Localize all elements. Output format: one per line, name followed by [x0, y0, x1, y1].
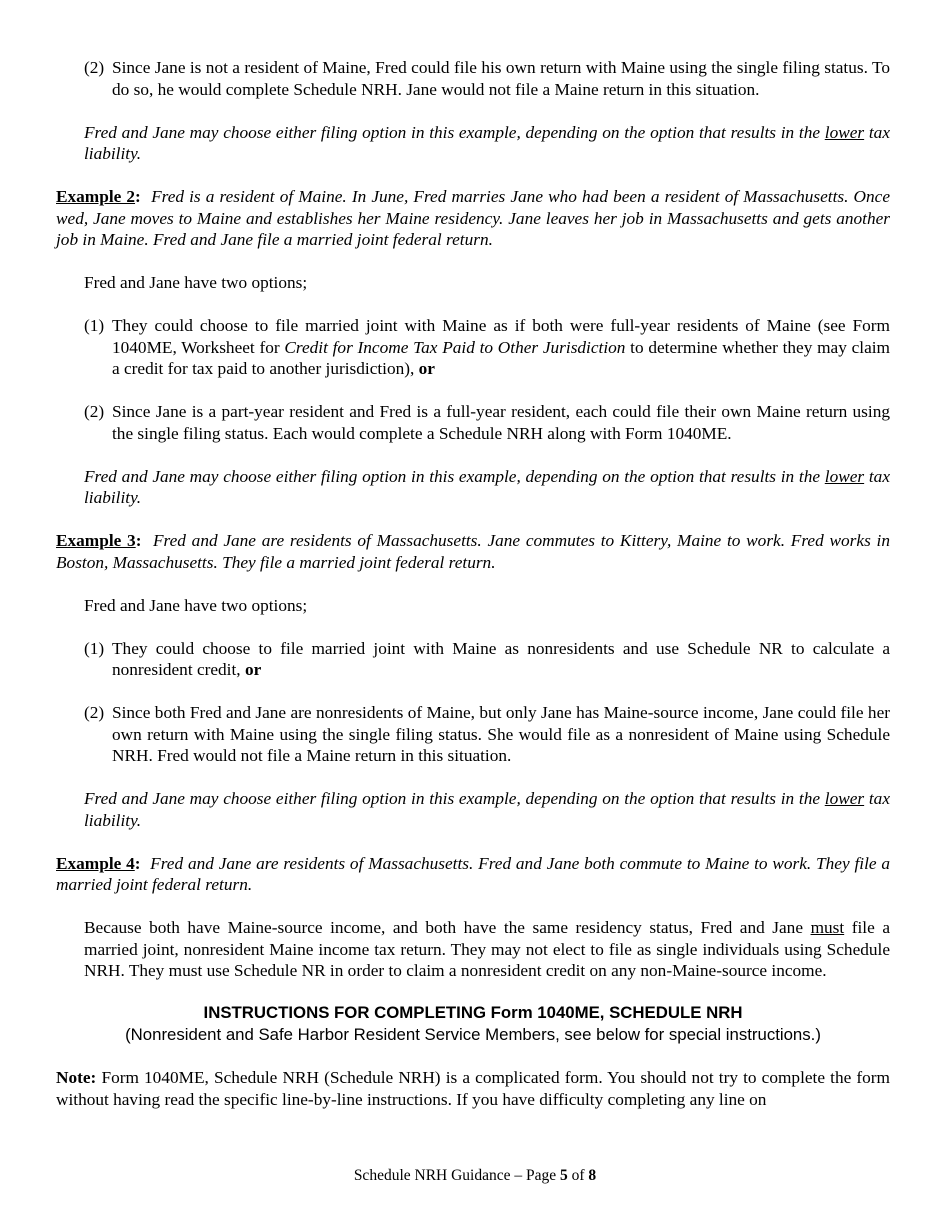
list-text: Since Jane is a part-year resident and Fred is a full-year resident, each could file their own Maine return using the single filing status. Each would complete a Schedule NRH along with Form 1040ME. — [112, 402, 890, 443]
tax-liability-text: tax liability. — [84, 789, 890, 830]
lower-word: lower — [824, 789, 865, 808]
list-text: Since Jane is not a resident of Maine, Fred could file his own return with Maine using the single filing status. To do so, he would complete Schedule NRH. Jane would not file a Maine return in this situation. — [112, 58, 890, 99]
choose-text: Fred and Jane may choose either filing option in this example, depending on the option that results in the — [84, 466, 821, 486]
ex3-options-intro: Fred and Jane have two options; — [84, 595, 308, 615]
lower-word: lower — [824, 122, 865, 142]
example-4-text: Fred and Jane are residents of Massachusetts. Fred and Jane both commute to Maine to work. They file a married joint federal return. — [56, 853, 890, 894]
tax-liability-text: tax liability. — [84, 466, 890, 507]
example-3-text: Fred and Jane are residents of Massachusetts. Jane commutes to Kittery, Maine to work. Fred works in Boston, Massachusetts. They file a married joint federal return. — [56, 531, 890, 572]
tax-liability-text: tax liability. — [84, 122, 890, 163]
example-2 — [56, 186, 890, 251]
note-paragraph — [56, 1067, 890, 1110]
example-4-colon: : — [134, 853, 141, 873]
ex3-choose-note — [56, 788, 890, 831]
choose-text: Fred and Jane may choose either filing option in this example, depending on the option that results in the — [84, 789, 821, 808]
ex1-choose-note — [56, 122, 890, 165]
footer-prefix: Schedule NRH Guidance – Page — [353, 1167, 557, 1184]
or-word: or — [244, 660, 262, 679]
example-2-label: Example 2 — [56, 187, 136, 206]
or-word: or — [418, 359, 435, 378]
credit-worksheet-title: Credit for Income Tax Paid to Other Jurisdiction — [284, 337, 626, 357]
ex2-option-2 — [56, 401, 890, 444]
ex3-option-1 — [56, 638, 890, 681]
ex2-choose-note — [56, 466, 890, 509]
list-text: Since both Fred and Jane are nonresidents of Maine, but only Jane has Maine-source income, Jane could file her own return with Maine using the single filing status. She would file as a nonresident of Maine using Schedule NRH. Fred would not file a Maine return in this situation. — [112, 703, 890, 765]
note-text: Form 1040ME, Schedule NRH (Schedule NRH) is a complicated form. You should not try to complete the form without having read the specific line-by-line instructions. If you have difficulty completing any line on — [56, 1068, 890, 1109]
document-page — [56, 57, 890, 1110]
ex3-option-2 — [56, 702, 890, 767]
list-number: (1) — [84, 638, 105, 658]
list-number: (2) — [84, 402, 105, 421]
page-footer — [0, 1165, 950, 1187]
example-2-text: Fred is a resident of Maine. In June, Fred marries Jane who had been a resident of Massachusetts. Once wed, Jane moves to Maine and establishes her Maine residency. Jane leaves her job in Massachusetts and gets another job in Maine. Fred and Jane file a married joint federal return. — [56, 187, 891, 249]
list-text-b: to determine whether they may claim a credit for tax paid to another jurisdiction), — [112, 337, 890, 378]
choose-text: Fred and Jane may choose either filing option in this example, depending on the option that results in the — [84, 122, 821, 142]
ex1-option-2 — [56, 57, 890, 100]
footer-of: of — [571, 1167, 585, 1184]
must-word: must — [810, 918, 845, 937]
example-2-colon: : — [135, 187, 141, 206]
footer-total-pages: 8 — [588, 1167, 597, 1184]
instructions-title: INSTRUCTIONS FOR COMPLETING Form 1040ME, SCHEDULE NRH — [203, 1002, 743, 1022]
list-text-a: They could choose to file married joint with Maine as if both were full-year residents of Maine (see Form 1040ME, Worksheet for — [112, 316, 890, 357]
example-3-label: Example 3 — [56, 531, 136, 550]
list-number: (2) — [84, 58, 105, 77]
note-label: Note: — [56, 1068, 97, 1087]
list-text: They could choose to file married joint with Maine as nonresidents and use Schedule NR to calculate a nonresident credit, — [112, 638, 890, 679]
ex2-options-intro: Fred and Jane have two options; — [84, 273, 308, 292]
lower-word: lower — [824, 466, 865, 486]
example-3 — [56, 530, 890, 573]
instructions-subtitle: (Nonresident and Safe Harbor Resident Service Members, see below for special instructions.) — [125, 1024, 821, 1044]
ex4-body-b: file a married joint, nonresident Maine income tax return. They may not elect to file as single individuals using Schedule NRH. They must use Schedule NR in order to claim a nonresident credit on any non-Maine-source income. — [84, 918, 890, 980]
ex4-body-a: Because both have Maine-source income, and both have the same residency status, Fred and Jane — [84, 918, 803, 937]
list-number: (1) — [84, 316, 105, 335]
list-number: (2) — [84, 703, 105, 722]
footer-page-number: 5 — [560, 1167, 568, 1184]
instructions-heading — [56, 1002, 890, 1046]
example-4 — [56, 853, 890, 896]
example-4-label: Example 4 — [56, 853, 135, 873]
ex4-body — [56, 917, 890, 982]
example-3-colon: : — [135, 531, 142, 550]
ex2-option-1 — [56, 315, 890, 380]
